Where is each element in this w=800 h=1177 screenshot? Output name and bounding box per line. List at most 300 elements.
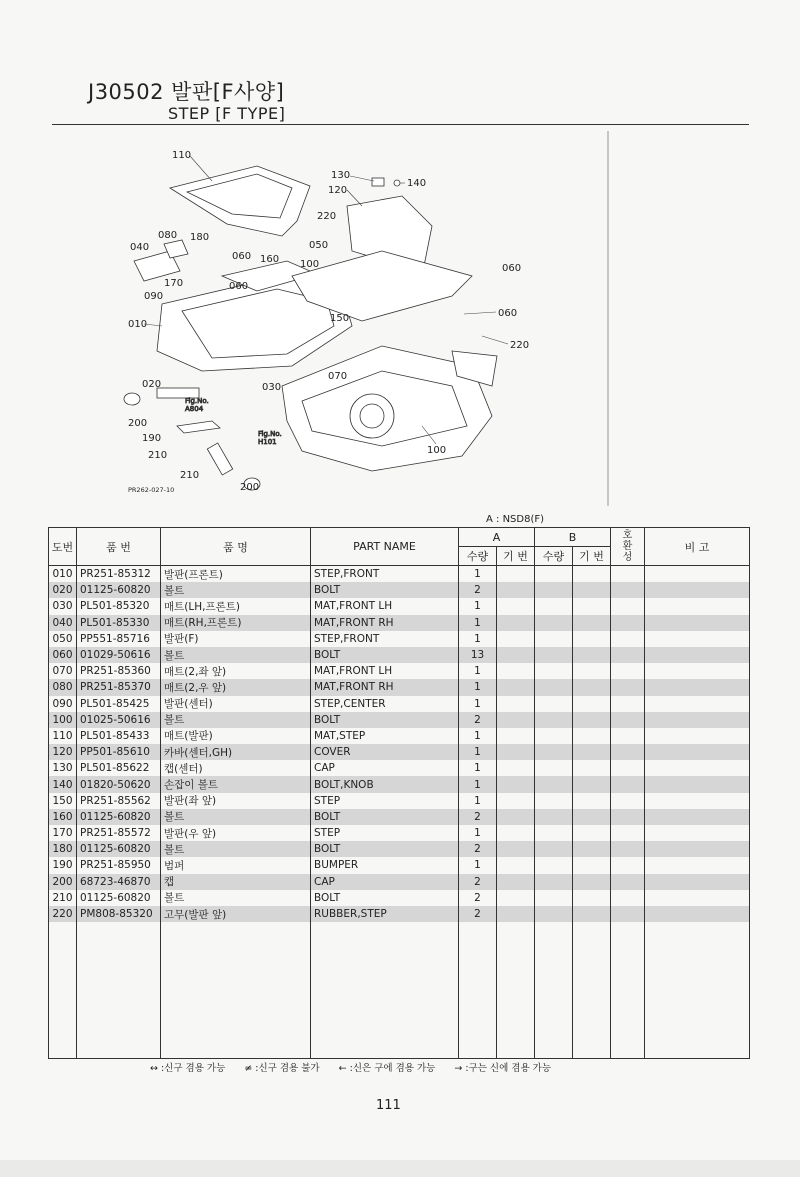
cell-empty [573,922,611,1059]
svg-text:050: 050 [309,240,329,251]
cell-empty [497,712,535,728]
table-row [49,615,750,631]
cell-name: BOLT,KNOB [311,776,459,792]
cell-empty [535,760,573,776]
legend-item: ≠ :신구 겸용 불가 [244,1063,320,1074]
svg-text:080: 080 [158,230,178,241]
cell-name: MAT,FRONT LH [311,598,459,614]
cell-ko: 발판(센터) [161,696,311,712]
cell-empty [497,841,535,857]
svg-text:140: 140 [407,178,427,189]
cell-empty [497,890,535,906]
cell-empty [535,615,573,631]
cell-ko: 볼트 [161,647,311,663]
cell-no: 130 [49,760,77,776]
cell-empty [645,679,750,695]
cell-part: PL501-85320 [77,598,161,614]
svg-text:100: 100 [427,445,447,456]
cell-empty [573,760,611,776]
svg-text:190: 190 [142,433,162,444]
cell-no: 210 [49,890,77,906]
cell-empty [645,696,750,712]
legend-item: → :구는 신에 겸용 가능 [454,1063,551,1074]
cell-empty [645,760,750,776]
col-a-qty: 수량 [459,547,497,566]
cell-empty [535,582,573,598]
cell-name: MAT,FRONT RH [311,615,459,631]
cell-empty [497,696,535,712]
cell-part: PR251-85572 [77,825,161,841]
cell-no: 220 [49,906,77,922]
col-part-name: PART NAME [311,528,459,566]
table-row [49,712,750,728]
cell-empty [573,582,611,598]
cell-empty [573,679,611,695]
table-row [49,825,750,841]
cell-empty [573,615,611,631]
drawing-id: PR262-027-10 [128,486,175,494]
cell-empty [611,744,645,760]
cell-part: PL501-85425 [77,696,161,712]
cell-name: STEP [311,793,459,809]
cell-qty: 1 [459,744,497,760]
svg-text:180: 180 [190,232,210,243]
table-row [49,647,750,663]
cell-part: PL501-85330 [77,615,161,631]
cell-empty [645,825,750,841]
cell-name: BOLT [311,890,459,906]
cell-empty [535,874,573,890]
cell-empty [573,793,611,809]
cell-empty [497,906,535,922]
cell-qty: 2 [459,809,497,825]
cell-no: 200 [49,874,77,890]
cell-empty [535,906,573,922]
cell-name: MAT,STEP [311,728,459,744]
cell-empty [497,631,535,647]
svg-text:060: 060 [229,281,249,292]
svg-text:160: 160 [260,254,280,265]
cell-empty [611,598,645,614]
cell-empty [497,809,535,825]
cell-empty [611,841,645,857]
svg-text:130: 130 [331,170,351,181]
cell-empty [645,647,750,663]
cell-empty [535,857,573,873]
col-b-serial: 기 번 [573,547,611,566]
cell-empty [535,663,573,679]
cell-part: 68723-46870 [77,874,161,890]
svg-text:220: 220 [510,340,530,351]
cell-no: 030 [49,598,77,614]
col-group-b: B [535,528,611,547]
cell-no: 150 [49,793,77,809]
cell-name: STEP [311,825,459,841]
svg-text:070: 070 [328,371,348,382]
cell-ko: 손잡이 볼트 [161,776,311,792]
cell-empty [611,615,645,631]
cell-qty: 1 [459,825,497,841]
cell-empty [573,728,611,744]
cell-qty: 1 [459,857,497,873]
title-sub: STEP [F TYPE] [168,104,286,123]
svg-text:150: 150 [330,313,350,324]
cell-qty: 1 [459,631,497,647]
cell-name: BOLT [311,809,459,825]
col-no: 도번 [49,528,77,566]
cell-no: 170 [49,825,77,841]
cell-empty [497,647,535,663]
svg-text:020: 020 [142,379,162,390]
cell-name: MAT,FRONT RH [311,679,459,695]
cell-part: 01125-60820 [77,582,161,598]
cell-qty: 1 [459,566,497,583]
cell-ko: 매트(발판) [161,728,311,744]
cell-qty: 1 [459,776,497,792]
cell-ko: 카바(센터,GH) [161,744,311,760]
cell-empty [611,857,645,873]
scan-edge [0,1160,800,1177]
svg-text:170: 170 [164,278,184,289]
svg-text:220: 220 [317,211,337,222]
cell-ko: 볼트 [161,582,311,598]
table-row [49,696,750,712]
cell-no: 050 [49,631,77,647]
cell-empty [573,874,611,890]
cell-empty [645,857,750,873]
cell-no: 140 [49,776,77,792]
parts-table [48,527,750,1059]
table-row [49,890,750,906]
cell-empty [611,712,645,728]
legend-item: ↔ :신구 겸용 가능 [150,1063,226,1074]
page-number: 111 [376,1098,401,1113]
table-row [49,744,750,760]
cell-ko: 볼트 [161,809,311,825]
legend-item: ← :신은 구에 겸용 가능 [338,1063,436,1074]
svg-text:060: 060 [502,263,522,274]
cell-empty [535,728,573,744]
cell-qty: 2 [459,874,497,890]
cell-empty [645,776,750,792]
svg-text:120: 120 [328,185,348,196]
cell-empty [535,809,573,825]
svg-text:Fig.No.: Fig.No. [258,430,282,438]
cell-ko: 발판(프론트) [161,566,311,583]
cell-empty [497,744,535,760]
cell-empty [497,582,535,598]
cell-empty [497,922,535,1059]
cell-empty [645,631,750,647]
svg-text:200: 200 [128,418,148,429]
cell-empty [497,857,535,873]
cell-empty [645,890,750,906]
cell-ko: 고무(발판 앞) [161,906,311,922]
cell-empty [645,874,750,890]
cell-part: PP501-85610 [77,744,161,760]
cell-empty [611,728,645,744]
cell-qty: 1 [459,615,497,631]
table-row [49,631,750,647]
cell-name: CAP [311,760,459,776]
cell-empty [573,566,611,583]
cell-empty [535,922,573,1059]
cell-empty [573,809,611,825]
cell-name: MAT,FRONT LH [311,663,459,679]
cell-part: 01025-50616 [77,712,161,728]
cell-part: PL501-85622 [77,760,161,776]
table-row [49,566,750,583]
cell-part: 01125-60820 [77,809,161,825]
cell-empty [611,922,645,1059]
cell-empty [573,857,611,873]
cell-empty [535,841,573,857]
cell-empty [645,712,750,728]
svg-text:110: 110 [172,150,192,161]
cell-empty [535,647,573,663]
cell-qty: 1 [459,793,497,809]
cell-no: 070 [49,663,77,679]
cell-empty [573,631,611,647]
table-row [49,776,750,792]
cell-empty [77,922,161,1059]
cell-empty [497,793,535,809]
title-code: J30502 발판[F사양] [88,80,285,104]
cell-empty [645,663,750,679]
cell-empty [535,712,573,728]
table-row [49,760,750,776]
cell-qty: 2 [459,841,497,857]
cell-empty [497,825,535,841]
cell-qty: 1 [459,679,497,695]
cell-ko: 매트(LH,프론트) [161,598,311,614]
svg-text:030: 030 [262,382,282,393]
cell-no: 100 [49,712,77,728]
cell-empty [311,922,459,1059]
cell-empty [611,663,645,679]
cell-name: BOLT [311,712,459,728]
cell-no: 120 [49,744,77,760]
cell-name: CAP [311,874,459,890]
table-row [49,582,750,598]
cell-empty [497,566,535,583]
table-filler-row [49,922,750,1059]
table-row [49,809,750,825]
cell-ko: 매트(RH,프론트) [161,615,311,631]
cell-qty: 1 [459,728,497,744]
cell-empty [645,793,750,809]
cell-empty [573,663,611,679]
cell-empty [611,647,645,663]
cell-part: 01820-50620 [77,776,161,792]
cell-part: PR251-85312 [77,566,161,583]
cell-ko: 캡(센터) [161,760,311,776]
cell-qty: 2 [459,906,497,922]
cell-qty: 1 [459,696,497,712]
cell-part: PL501-85433 [77,728,161,744]
cell-empty [497,679,535,695]
cell-empty [497,760,535,776]
cell-empty [535,566,573,583]
table-row [49,679,750,695]
cell-no: 090 [49,696,77,712]
cell-empty [645,728,750,744]
svg-text:090: 090 [144,291,164,302]
cell-name: BOLT [311,841,459,857]
cell-ko: 발판(F) [161,631,311,647]
cell-empty [497,663,535,679]
cell-no: 180 [49,841,77,857]
svg-text:060: 060 [232,251,252,262]
table-row [49,874,750,890]
cell-empty [535,744,573,760]
cell-empty [611,631,645,647]
col-a-serial: 기 번 [497,547,535,566]
cell-empty [611,809,645,825]
cell-empty [535,890,573,906]
cell-no: 080 [49,679,77,695]
cell-empty [497,874,535,890]
cell-part: PR251-85370 [77,679,161,695]
cell-empty [535,598,573,614]
table-row [49,793,750,809]
cell-part: PM808-85320 [77,906,161,922]
cell-ko: 발판(좌 앞) [161,793,311,809]
cell-empty [497,615,535,631]
cell-empty [497,776,535,792]
cell-empty [573,825,611,841]
cell-name: BOLT [311,647,459,663]
cell-name: COVER [311,744,459,760]
cell-empty [535,696,573,712]
cell-name: STEP,FRONT [311,566,459,583]
cell-qty: 1 [459,760,497,776]
cell-ko: 매트(2,우 앞) [161,679,311,695]
cell-empty [611,890,645,906]
cell-empty [645,906,750,922]
cell-empty [645,744,750,760]
cell-name: RUBBER,STEP [311,906,459,922]
cell-empty [611,874,645,890]
cell-ko: 볼트 [161,841,311,857]
cell-empty [611,679,645,695]
table-row [49,841,750,857]
svg-text:210: 210 [180,470,200,481]
table-row [49,728,750,744]
cell-ko: 볼트 [161,890,311,906]
svg-text:060: 060 [498,308,518,319]
cell-empty [645,598,750,614]
cell-empty [573,776,611,792]
svg-text:100: 100 [300,259,320,270]
cell-no: 060 [49,647,77,663]
cell-qty: 2 [459,890,497,906]
cell-empty [573,712,611,728]
cell-part: PP551-85716 [77,631,161,647]
cell-part: 01125-60820 [77,841,161,857]
cell-empty [573,696,611,712]
cell-empty [611,906,645,922]
svg-text:040: 040 [130,242,150,253]
cell-empty [645,566,750,583]
svg-text:Fig.No.: Fig.No. [185,397,209,405]
cell-empty [535,679,573,695]
cell-no: 040 [49,615,77,631]
cell-ko: 범퍼 [161,857,311,873]
cell-name: BOLT [311,582,459,598]
legend [150,1060,567,1074]
col-name-ko: 품 명 [161,528,311,566]
cell-part: 01029-50616 [77,647,161,663]
cell-qty: 1 [459,598,497,614]
cell-empty [645,841,750,857]
table-row [49,663,750,679]
cell-empty [611,776,645,792]
cell-qty: 1 [459,663,497,679]
cell-empty [161,922,311,1059]
cell-empty [573,647,611,663]
cell-empty [497,728,535,744]
cell-empty [573,598,611,614]
cell-empty [611,825,645,841]
svg-text:200: 200 [240,482,260,493]
col-group-a: A [459,528,535,547]
cell-empty [611,566,645,583]
cell-empty [497,598,535,614]
cell-name: STEP,CENTER [311,696,459,712]
cell-ko: 발판(우 앞) [161,825,311,841]
cell-empty [645,582,750,598]
svg-text:A804: A804 [185,405,204,413]
parts-diagram [52,126,749,511]
table-annotation: A : NSD8(F) [486,514,545,525]
table-row [49,857,750,873]
cell-empty [645,809,750,825]
cell-ko: 볼트 [161,712,311,728]
cell-empty [573,906,611,922]
cell-empty [535,825,573,841]
cell-empty [459,922,497,1059]
col-b-qty: 수량 [535,547,573,566]
cell-no: 190 [49,857,77,873]
cell-part: 01125-60820 [77,890,161,906]
cell-qty: 2 [459,712,497,728]
cell-qty: 13 [459,647,497,663]
cell-part: PR251-85562 [77,793,161,809]
cell-empty [645,922,750,1059]
svg-text:010: 010 [128,319,148,330]
cell-empty [611,696,645,712]
cell-no: 010 [49,566,77,583]
cell-empty [611,793,645,809]
cell-part: PR251-85950 [77,857,161,873]
cell-ko: 매트(2,좌 앞) [161,663,311,679]
title-rule [52,124,749,125]
table-row [49,598,750,614]
cell-empty [573,744,611,760]
col-part-no: 품 번 [77,528,161,566]
cell-empty [49,922,77,1059]
cell-empty [535,631,573,647]
col-remarks: 비 고 [645,528,750,566]
cell-ko: 캡 [161,874,311,890]
table-row [49,906,750,922]
svg-text:H101: H101 [258,438,277,446]
cell-no: 160 [49,809,77,825]
cell-empty [645,615,750,631]
mat-step-110 [170,166,310,236]
cell-no: 110 [49,728,77,744]
